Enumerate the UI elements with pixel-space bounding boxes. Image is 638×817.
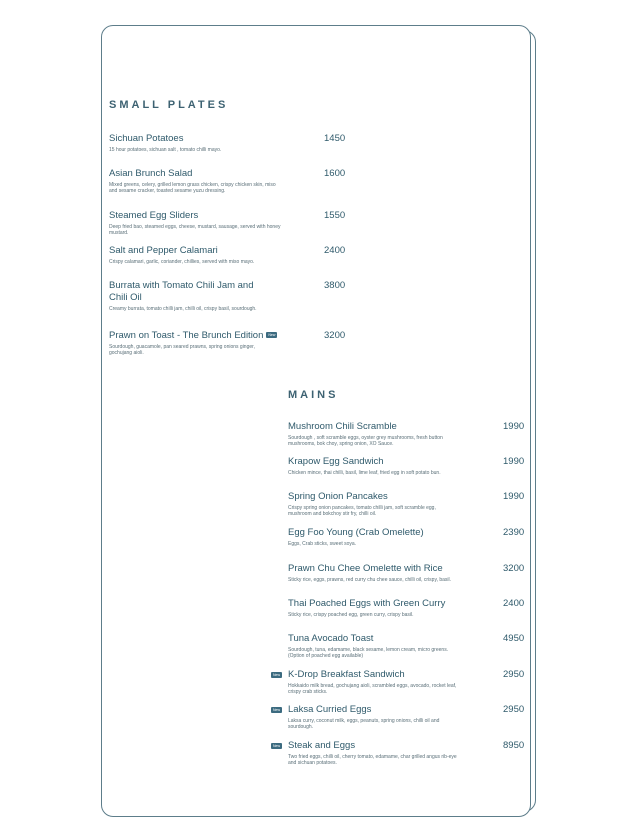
- menu-item: [109, 245, 346, 265]
- item-price: 8950: [503, 740, 525, 751]
- menu-item: [109, 280, 346, 312]
- item-name: Burrata with Tomato Chili Jam and Chili Oil: [109, 280, 254, 303]
- item-name: Mushroom Chili Scramble: [288, 421, 397, 432]
- item-desc: Creamy burrata, tomato chilli jam, chilli oil, crispy basil, sourdough.: [109, 305, 257, 312]
- item-name: Steamed Egg Sliders: [109, 210, 199, 221]
- item-desc: Sourdough, tuna, edamame, black sesame, lemon cream, micro greens. (Option of poached egg available): [288, 646, 449, 659]
- item-name: Salt and Pepper Calamari: [109, 245, 218, 256]
- item-price: 4950: [503, 633, 525, 644]
- menu-item: [109, 210, 346, 237]
- menu-item: [273, 740, 525, 767]
- item-price: 1450: [324, 133, 346, 144]
- item-name: Tuna Avocado Toast: [288, 633, 374, 644]
- item-name: Egg Foo Young (Crab Omelette): [288, 527, 424, 538]
- item-desc: Sticky rice, crispy poached egg, green curry, crispy basil.: [288, 611, 414, 618]
- menu-item: [109, 330, 346, 357]
- menu-item: [109, 168, 346, 195]
- item-name: Prawn Chu Chee Omelette with Rice: [288, 563, 443, 574]
- item-desc: Crispy calamari, garlic, coriander, chillies, served with miso mayo.: [109, 258, 255, 265]
- item-name: Prawn on Toast - The Brunch Edition: [109, 330, 264, 341]
- item-price: 1990: [503, 421, 525, 432]
- item-desc: Crispy spring onion pancakes, tomato chilli jam, soft scramble egg, mushroom and bokchoy stir fry, chilli oil.: [288, 504, 436, 517]
- item-price: 1550: [324, 210, 346, 221]
- menu-item: [288, 421, 525, 448]
- item-desc: Laksa curry, coconut milk, eggs, peanuts, spring onions, chilli oil and sourdough.: [288, 717, 440, 730]
- item-name: Spring Onion Pancakes: [288, 491, 388, 502]
- menu-item: [273, 669, 525, 696]
- item-price: 2390: [503, 527, 525, 538]
- new-badge: New: [273, 708, 281, 712]
- item-price: 3200: [324, 330, 346, 341]
- item-price: 1990: [503, 491, 525, 502]
- item-name: Krapow Egg Sandwich: [288, 456, 384, 467]
- item-price: 1990: [503, 456, 525, 467]
- item-desc: Deep fried bao, steamed eggs, cheese, mustard, sausage, served with honey mustard.: [109, 223, 281, 236]
- item-name-row: [109, 330, 294, 342]
- item-price: 2400: [503, 598, 525, 609]
- item-name: Thai Poached Eggs with Green Curry: [288, 598, 446, 609]
- small-plates-heading: SMALL PLATES: [109, 99, 229, 111]
- menu-item: [288, 598, 525, 618]
- menu-item: [288, 527, 525, 547]
- item-name: Steak and Eggs: [288, 740, 356, 751]
- item-desc: Two fried eggs, chilli oil, cherry tomato, edamame, char grilled angus rib-eye and sichuan potatoes.: [288, 753, 457, 766]
- item-price: 2950: [503, 704, 525, 715]
- item-name: Laksa Curried Eggs: [288, 704, 372, 715]
- item-desc: Mixed greens, celery, grilled lemon grass chicken, crispy chicken skin, miso and sesame cracker, toasted sesame yuzu dressing.: [109, 181, 276, 194]
- menu-item: [273, 704, 525, 731]
- menu-item: [288, 563, 525, 583]
- menu-item: [288, 491, 525, 518]
- item-desc: Sticky rice, eggs, prawns, red curry chu chee sauce, chilli oil, crispy, basil.: [288, 576, 452, 583]
- menu-item: [109, 133, 346, 153]
- item-name: Sichuan Potatoes: [109, 133, 184, 144]
- new-badge: New: [273, 673, 281, 677]
- item-desc: Sourdough , soft scramble eggs, oyster grey mushrooms, fresh button mushrooms, bok choy, spring onion, XO Sauce.: [288, 434, 443, 447]
- item-price: 1600: [324, 168, 346, 179]
- menu-item: [288, 456, 525, 476]
- item-desc: Hokkaido milk bread, gochujang aioli, scrambled eggs, avocado, rocket leaf, crispy crab sticks.: [288, 682, 457, 695]
- new-badge: New: [273, 744, 281, 748]
- mains-heading: MAINS: [288, 389, 339, 401]
- item-name: K-Drop Breakfast Sandwich: [288, 669, 405, 680]
- item-price: 3200: [503, 563, 525, 574]
- new-badge: New: [268, 333, 276, 338]
- item-price: 3800: [324, 280, 346, 291]
- item-name: Asian Brunch Salad: [109, 168, 193, 179]
- item-price: 2400: [324, 245, 346, 256]
- item-price: 2950: [503, 669, 525, 680]
- item-desc: Chicken mince, thai chilli, basil, lime leaf, fried egg in soft potato bun.: [288, 469, 441, 476]
- menu-item: [288, 633, 525, 660]
- item-desc: Sourdough, guacamole, pan seared prawns, spring onions ginger, gochujang aioli.: [109, 343, 255, 356]
- item-desc: Eggs, Crab sticks, sweet soya.: [288, 540, 357, 547]
- item-desc: 15 hour potatoes, sichuan salt , tomato chilli mayo.: [109, 146, 222, 153]
